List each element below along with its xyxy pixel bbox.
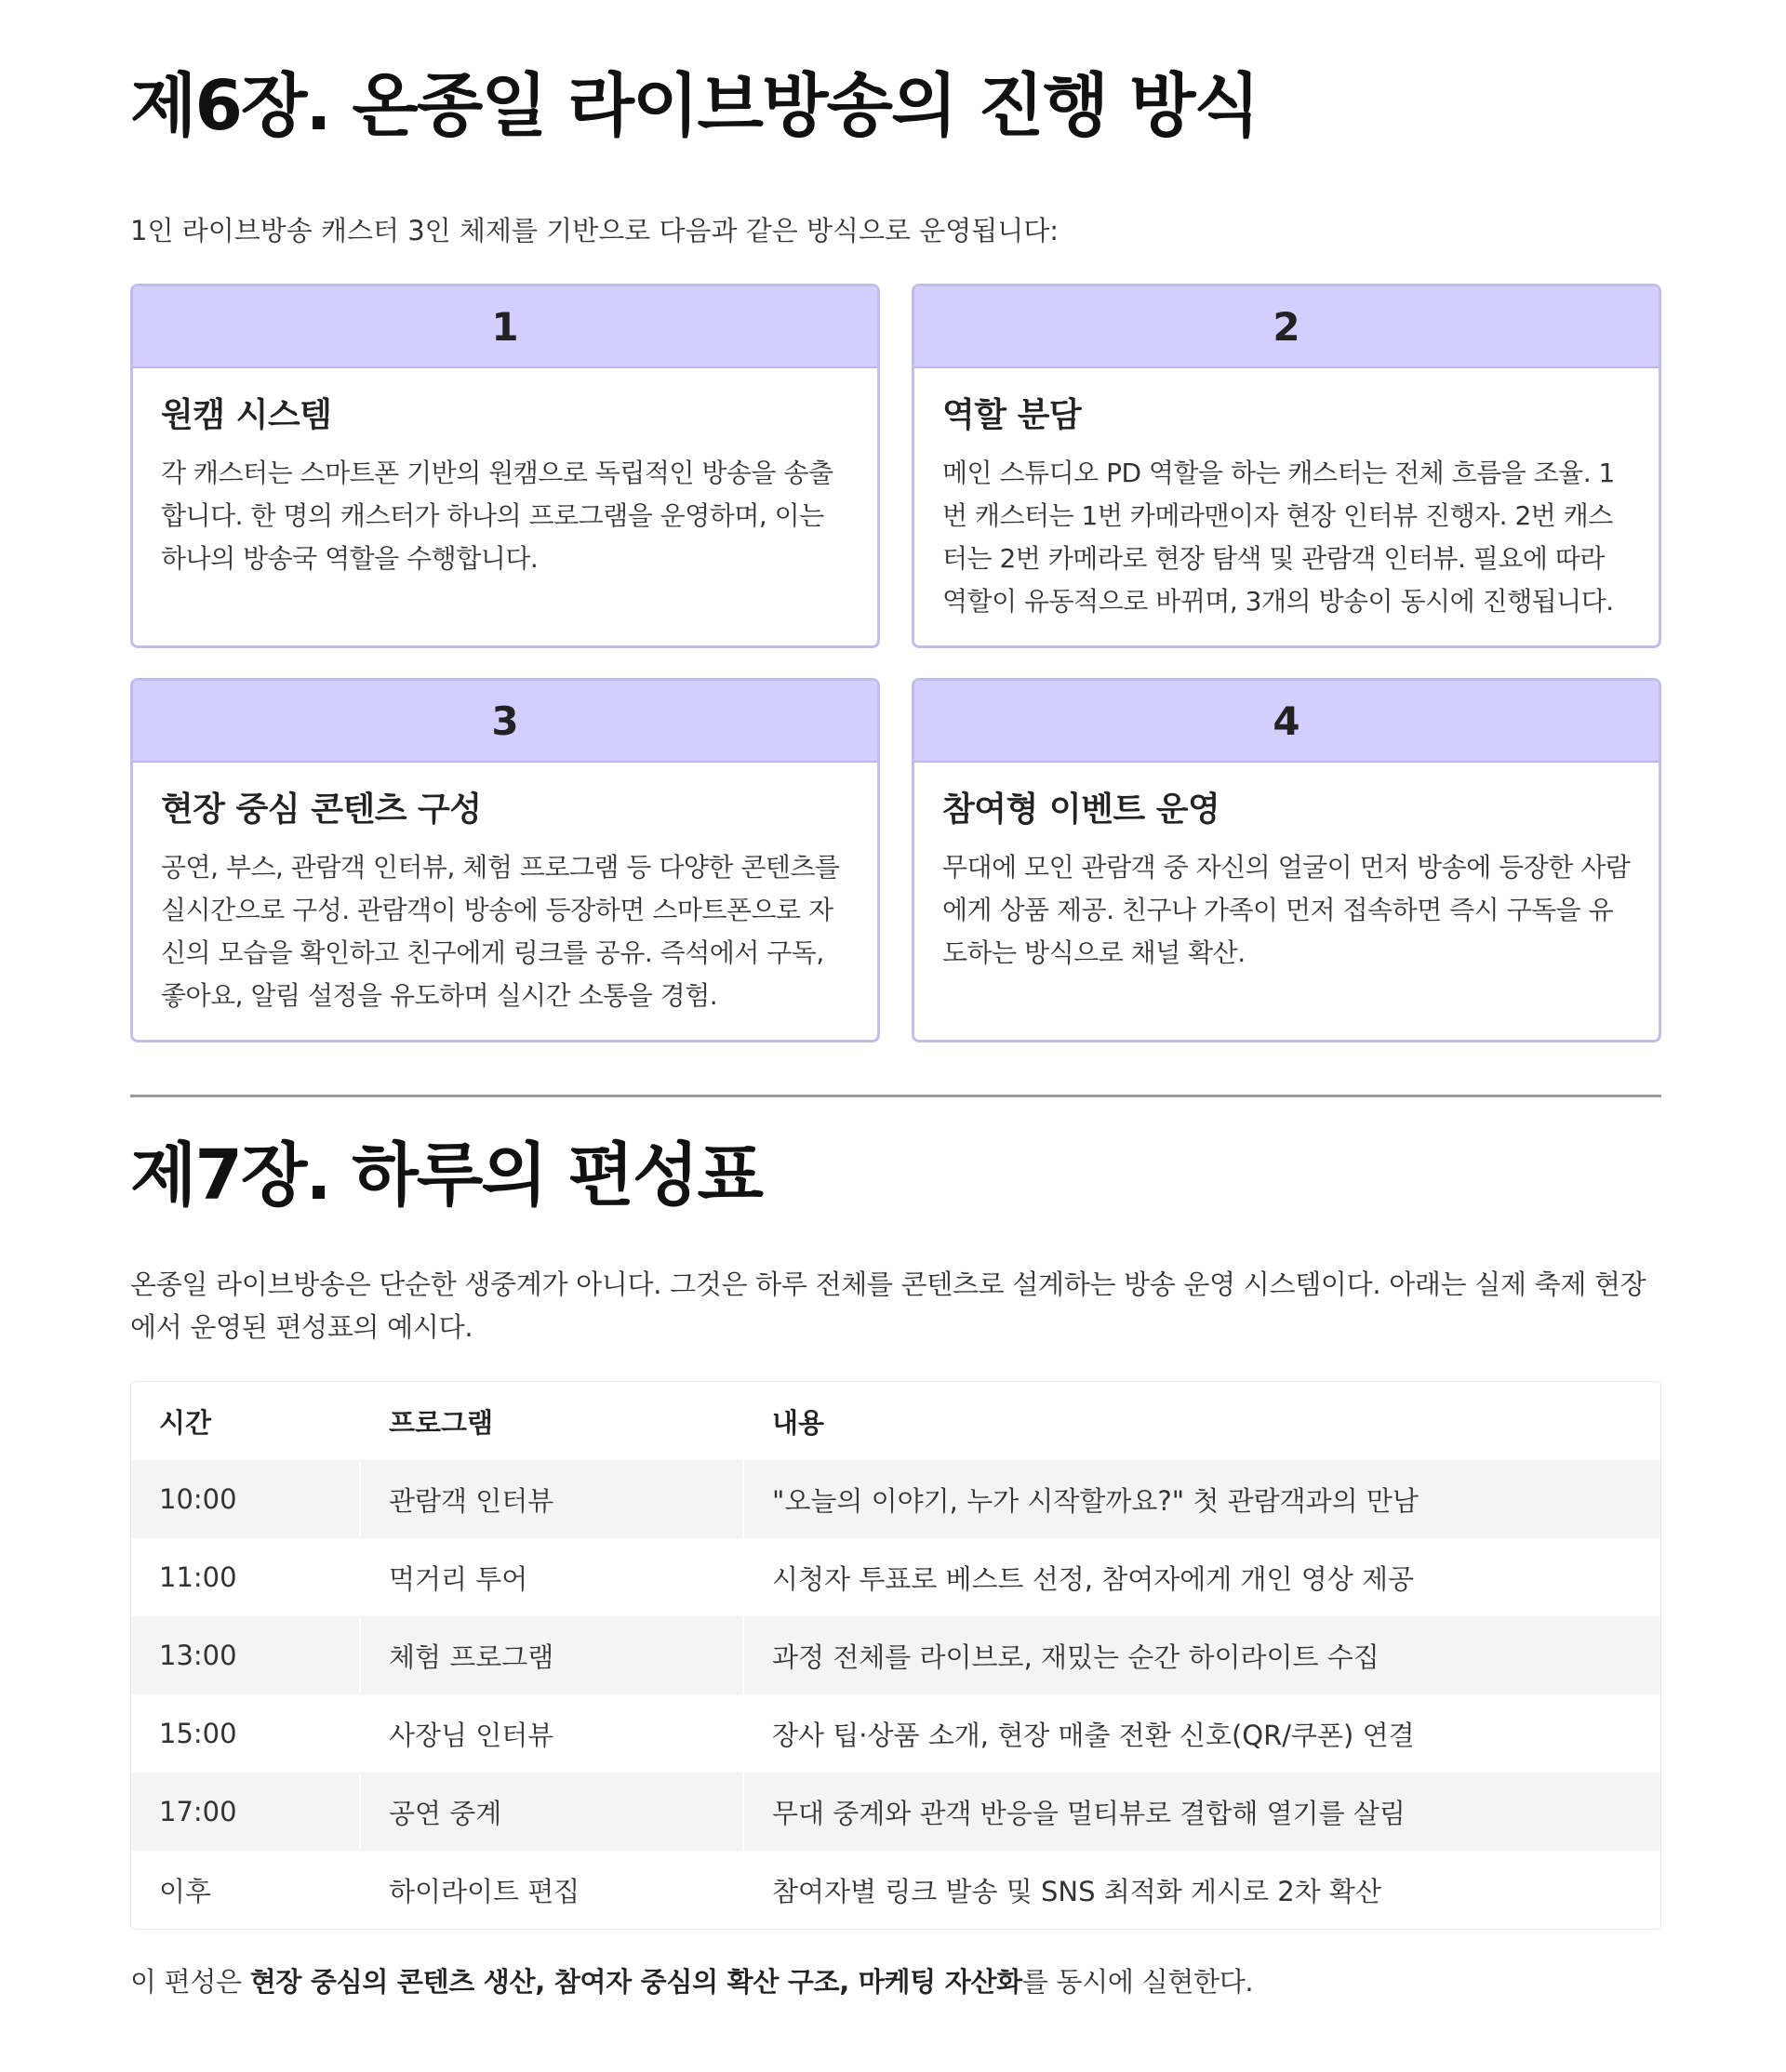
table-header-row	[131, 1382, 1660, 1460]
method-card-1	[130, 284, 880, 648]
cell-content: 과정 전체를 라이브로, 재밌는 순간 하이라이트 수집	[743, 1616, 1660, 1694]
cell-content: 시청자 투표로 베스트 선정, 참여자에게 개인 영상 제공	[743, 1538, 1660, 1616]
card-number: 2	[914, 286, 1659, 368]
schedule-table-container	[130, 1381, 1661, 1930]
card-body	[133, 763, 877, 1017]
cell-program: 먹거리 투어	[360, 1538, 743, 1616]
header-program: 프로그램	[360, 1382, 743, 1460]
card-text: 메인 스튜디오 PD 역할을 하는 캐스터는 전체 흐름을 조율. 1번 캐스터는 1번 카메라맨이자 현장 인터뷰 진행자. 2번 캐스터는 2번 카메라로 현장 탐색 및 관람객 인터뷰. 필요에 따라 역할이 유동적으로 바뀌며, 3개의 방송이 동시에 진행됩니다.	[942, 458, 1615, 617]
table-row	[131, 1616, 1660, 1694]
summary-prefix: 이 편성은	[130, 1966, 250, 1998]
summary-suffix: 를 동시에 실현한다.	[1021, 1966, 1254, 1998]
schedule-table	[131, 1382, 1660, 1929]
cell-content: 장사 팁·상품 소개, 현장 매출 전환 신호(QR/쿠폰) 연결	[743, 1694, 1660, 1773]
table-row	[131, 1538, 1660, 1616]
card-number: 3	[133, 681, 877, 763]
card-title: 참여형 이벤트 운영	[942, 790, 1220, 829]
card-title: 역할 분담	[942, 396, 1082, 434]
cell-program: 공연 중계	[360, 1773, 743, 1851]
card-title: 현장 중심 콘텐츠 구성	[161, 790, 482, 829]
cell-program: 하이라이트 편집	[360, 1851, 743, 1929]
cell-content: 무대 중계와 관객 반응을 멀티뷰로 결합해 열기를 살림	[743, 1773, 1660, 1851]
chapter7-intro: 온종일 라이브방송은 단순한 생중계가 아니다. 그것은 하루 전체를 콘텐츠로 설계하는 방송 운영 시스템이다. 아래는 실제 축제 현장에서 운영된 편성표의 예시다.	[130, 1268, 1646, 1343]
method-card-3	[130, 678, 880, 1043]
cell-time: 11:00	[131, 1538, 360, 1616]
card-body	[133, 368, 877, 580]
card-text: 각 캐스터는 스마트폰 기반의 원캠으로 독립적인 방송을 송출합니다. 한 명의 캐스터가 하나의 프로그램을 운영하며, 이는 하나의 방송국 역할을 수행합니다.	[161, 458, 833, 574]
cell-time: 13:00	[131, 1616, 360, 1694]
cell-content: "오늘의 이야기, 누가 시작할까요?" 첫 관람객과의 만남	[743, 1460, 1660, 1538]
cell-time: 이후	[131, 1851, 360, 1929]
cell-program: 사장님 인터뷰	[360, 1694, 743, 1773]
cell-time: 17:00	[131, 1773, 360, 1851]
summary-emphasis: 현장 중심의 콘텐츠 생산, 참여자 중심의 확산 구조, 마케팅 자산화	[249, 1966, 1022, 1998]
card-text: 무대에 모인 관람객 중 자신의 얼굴이 먼저 방송에 등장한 사람에게 상품 제공. 친구나 가족이 먼저 접속하면 즉시 구독을 유도하는 방식으로 채널 확산.	[942, 852, 1631, 968]
table-row	[131, 1460, 1660, 1538]
table-row	[131, 1694, 1660, 1773]
method-card-grid	[130, 284, 1661, 1043]
method-card-4	[912, 678, 1661, 1043]
table-row	[131, 1851, 1660, 1929]
cell-program: 체험 프로그램	[360, 1616, 743, 1694]
card-number: 1	[133, 286, 877, 368]
chapter7-summary	[130, 1963, 1253, 2000]
chapter6-intro: 1인 라이브방송 캐스터 3인 체제를 기반으로 다음과 같은 방식으로 운영됩니다:	[130, 215, 1060, 246]
cell-program: 관람객 인터뷰	[360, 1460, 743, 1538]
card-text: 공연, 부스, 관람객 인터뷰, 체험 프로그램 등 다양한 콘텐츠를 실시간으로 구성. 관람객이 방송에 등장하면 스마트폰으로 자신의 모습을 확인하고 친구에게 링크를 공유. 즉석에서 구독, 좋아요, 알림 설정을 유도하며 실시간 소통을 경험.	[161, 852, 840, 1011]
chapter7-title: 제7장. 하루의 편성표	[130, 1136, 762, 1215]
section-divider	[130, 1095, 1661, 1097]
card-number: 4	[914, 681, 1659, 763]
card-title: 원캠 시스템	[161, 396, 332, 434]
card-body	[914, 763, 1659, 975]
cell-time: 10:00	[131, 1460, 360, 1538]
method-card-2	[912, 284, 1661, 648]
cell-content: 참여자별 링크 발송 및 SNS 최적화 게시로 2차 확산	[743, 1851, 1660, 1929]
header-content: 내용	[743, 1382, 1660, 1460]
header-time: 시간	[131, 1382, 360, 1460]
card-body	[914, 368, 1659, 623]
chapter6-title: 제6장. 온종일 라이브방송의 진행 방식	[130, 66, 1259, 146]
table-row	[131, 1773, 1660, 1851]
cell-time: 15:00	[131, 1694, 360, 1773]
